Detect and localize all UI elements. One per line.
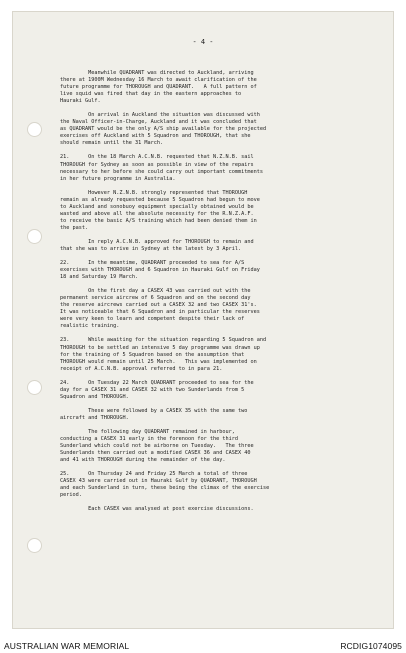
paragraph: In reply A.C.N.B. approved for THOROUGH to remain and that she was to arrive in Sydney at the latest by 3 April. [60, 238, 254, 252]
paragraph: 21. On the 18 March A.C.N.B. requested that N.Z.N.B. sail THOROUGH for Sydney as soon as possible in view of the repairs necessary to her before she could carry out important commitments in her future programme in Australia. [60, 154, 264, 182]
paragraph: Meanwhile QUADRANT was directed to Auckland, arriving there at 1900M Wednesday 16 March to await clarification of the future programme for THOROUGH and QUADRANT. A full pattern of live squid was fired that day in the eastern approaches to Hauraki Gulf. [60, 70, 257, 105]
paragraph: Each CASEX was analysed at post exercise discussions. [60, 506, 254, 513]
punch-hole [27, 380, 42, 395]
footer-record-id: RCDIG1074095 [340, 641, 402, 651]
document-body [60, 70, 387, 520]
paragraph: The following day QUADRANT remained in harbour, conducting a CASEX 31 early in the forenoon for the third Sunderland which could not be airborne on Tuesday. The three Sunderlands then carried out a modified CASEX 36 and CASEX 40 and 41 with THOROUGH during the remainder of the day. [60, 428, 254, 464]
paragraph: On the first day a CASEX 43 was carried out with the permanent service aircrew of 6 Squadron and on the second day the reserve aircrews carried out a CASEX 32 and two CASEX 31's. It was noticeable that 6 Squadron and in particular the reserves were very keen to learn and competent despite their lack of realistic training. [60, 288, 260, 330]
paragraph: 25. On Thursday 24 and Friday 25 March a total of three CASEX 43 were carried out in Hauraki Gulf by QUADRANT, THOROUGH and each Sunderland in turn, these being the climax of the exercise period. [60, 471, 270, 499]
paragraph: 22. In the meantime, QUADRANT proceeded to sea for A/S exercises with THOROUGH and 6 Squadron in Hauraki Gulf on Friday 18 and Saturday 19 March. [60, 260, 260, 281]
paragraph: 24. On Tuesday 22 March QUADRANT proceeded to sea for the day for a CASEX 31 and CASEX 32 with two Sunderlands from 5 Squadron and THOROUGH. [60, 379, 254, 400]
document-page [12, 11, 394, 629]
footer-institution: AUSTRALIAN WAR MEMORIAL [4, 641, 130, 651]
paragraph: 23. While awaiting for the situation regarding 5 Squadron and THOROUGH to be settled an intensive 5 day programme was drawn up for the training of 5 Squadron based on the assumption that THOROUGH would remain until 25 March. This was implemented on receipt of A.C.N.B. approval referred to in para 21. [60, 337, 267, 372]
punch-hole [27, 122, 42, 137]
paragraph: On arrival in Auckland the situation was discussed with the Naval Officer-in-Charge, Auckland and it was concluded that as QUADRANT would be the only A/S ship available for the projected exercises off Auckland with 5 Squadron and THOROUGH, that she should remain until the 31 March. [60, 112, 267, 147]
page-number: - 4 - [192, 38, 214, 46]
punch-hole [27, 229, 42, 244]
paragraph: However N.Z.N.B. strongly represented that THOROUGH remain as already requested because 5 Squadron had begun to move to Auckland and sonobuoy equipment specially obtained would be wasted and above all the absolute necessity for the R.N.Z.A.F. to receive the basic A/S training which had been denied them in the past. [60, 189, 260, 231]
paragraph: These were followed by a CASEX 35 with the same two aircraft and THOROUGH. [60, 407, 248, 421]
punch-hole [27, 538, 42, 553]
